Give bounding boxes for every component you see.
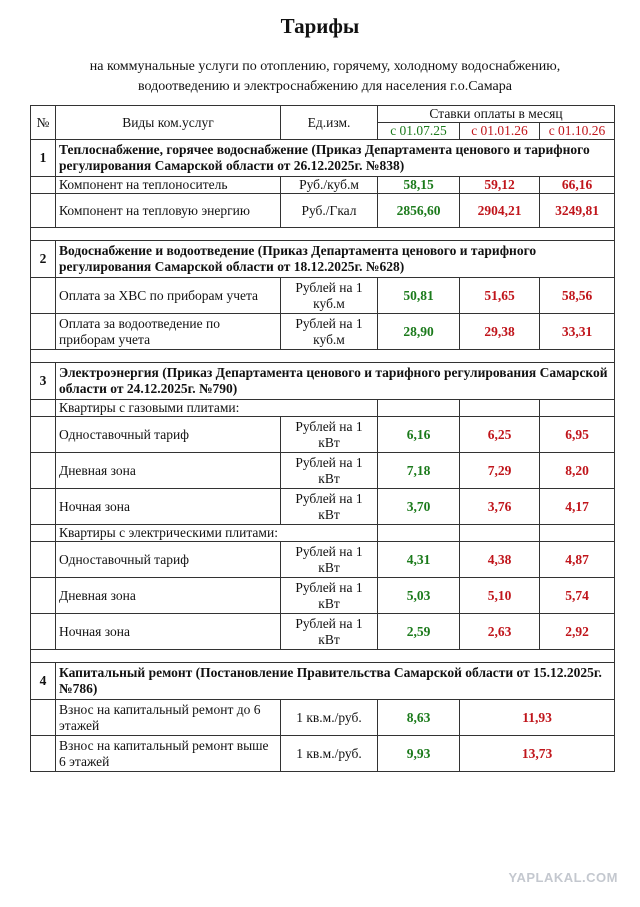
service-name: Одноставочный тариф: [56, 417, 281, 453]
subgroup-row: [31, 400, 615, 417]
section-num: 1: [31, 140, 56, 177]
section-title: Электроэнергия (Приказ Департамента ценового и тарифного регулирования Самарской области от 24.12.2025г. №790): [56, 363, 615, 400]
table-row: [31, 489, 615, 525]
rate-value-1: 8,63: [378, 700, 460, 736]
table-row: [31, 700, 615, 736]
section-row: [31, 241, 615, 278]
section-num: 4: [31, 663, 56, 700]
page-title: Тарифы: [280, 14, 360, 38]
subtitle-line: водоотведению и электроснабжению для населения г.о.Самара: [138, 79, 512, 94]
header-num: №: [31, 106, 56, 140]
table-header-row: [31, 106, 615, 123]
rate-value-3: 2,92: [540, 614, 615, 650]
rate-value-1: 4,31: [378, 542, 460, 578]
service-name: Оплата за водоотведение по приборам учета: [56, 314, 281, 350]
section-num: 3: [31, 363, 56, 400]
rate-value-1: 3,70: [378, 489, 460, 525]
subtitle-line: на коммунальные услуги по отоплению, горячему, холодному водоснабжению,: [89, 59, 561, 74]
section-title: Капитальный ремонт (Постановление Правительства Самарской области от 15.12.2025г. №786): [56, 663, 615, 700]
service-name: Дневная зона: [56, 578, 281, 614]
header-unit: Ед.изм.: [281, 106, 378, 140]
table-row: [31, 578, 615, 614]
service-unit: Руб./куб.м: [281, 177, 378, 194]
rate-value-2: 4,38: [460, 542, 540, 578]
service-unit: Рублей на 1 куб.м: [281, 314, 378, 350]
service-name: Ночная зона: [56, 489, 281, 525]
period-2: с 01.01.26: [460, 123, 540, 140]
rate-value-3: 3249,81: [540, 194, 615, 228]
service-name: Компонент на теплоноситель: [56, 177, 281, 194]
header-rates: Ставки оплаты в месяц: [378, 106, 615, 123]
table-row: [31, 453, 615, 489]
service-unit: Рублей на 1 кВт: [281, 578, 378, 614]
service-unit: Рублей на 1 кВт: [281, 542, 378, 578]
watermark: YAPLAKAL.COM: [508, 870, 618, 885]
rate-value-3: 66,16: [540, 177, 615, 194]
rate-value-2: 51,65: [460, 278, 540, 314]
rate-value-3: 4,17: [540, 489, 615, 525]
service-unit: Рублей на 1 кВт: [281, 614, 378, 650]
section-title: Теплоснабжение, горячее водоснабжение (Приказ Департамента ценового и тарифного регулирования Самарской области от 26.12.2025г. №838): [56, 140, 615, 177]
service-name: Дневная зона: [56, 453, 281, 489]
service-name: Взнос на капитальный ремонт выше 6 этажей: [56, 736, 281, 772]
period-3: с 01.10.26: [540, 123, 615, 140]
table-row: [31, 177, 615, 194]
service-name: Взнос на капитальный ремонт до 6 этажей: [56, 700, 281, 736]
service-unit: 1 кв.м./руб.: [281, 700, 378, 736]
service-name: Одноставочный тариф: [56, 542, 281, 578]
rate-value-1: 2856,60: [378, 194, 460, 228]
rate-value-1: 7,18: [378, 453, 460, 489]
table-row: [31, 417, 615, 453]
service-name: Ночная зона: [56, 614, 281, 650]
header-service: Виды ком.услуг: [56, 106, 281, 140]
page-subtitle: [40, 57, 610, 97]
rate-value-2: 5,10: [460, 578, 540, 614]
rate-value-1: 50,81: [378, 278, 460, 314]
rate-value-2: 3,76: [460, 489, 540, 525]
rate-value-2: 2,63: [460, 614, 540, 650]
service-unit: Рублей на 1 куб.м: [281, 278, 378, 314]
section-num: 2: [31, 241, 56, 278]
service-unit: Рублей на 1 кВт: [281, 417, 378, 453]
section-row: [31, 663, 615, 700]
rate-value-2: 59,12: [460, 177, 540, 194]
rate-value-3: 8,20: [540, 453, 615, 489]
rate-value-2: 2904,21: [460, 194, 540, 228]
period-1: с 01.07.25: [378, 123, 460, 140]
subgroup-label: Квартиры с электрическими плитами:: [56, 525, 378, 542]
section-row: [31, 140, 615, 177]
service-unit: Рублей на 1 кВт: [281, 489, 378, 525]
table-row: [31, 736, 615, 772]
table-row: [31, 194, 615, 228]
rate-value-3: 4,87: [540, 542, 615, 578]
service-name: Оплата за ХВС по приборам учета: [56, 278, 281, 314]
rate-value-1: 2,59: [378, 614, 460, 650]
spacer-row: [31, 650, 615, 663]
rate-value-merged: 11,93: [460, 700, 615, 736]
spacer-row: [31, 228, 615, 241]
rate-value-3: 6,95: [540, 417, 615, 453]
service-unit: 1 кв.м./руб.: [281, 736, 378, 772]
table-row: [31, 614, 615, 650]
spacer-row: [31, 350, 615, 363]
rate-value-1: 28,90: [378, 314, 460, 350]
rate-value-1: 58,15: [378, 177, 460, 194]
table-row: [31, 314, 615, 350]
rate-value-3: 58,56: [540, 278, 615, 314]
table-row: [31, 278, 615, 314]
rate-value-1: 6,16: [378, 417, 460, 453]
section-title: Водоснабжение и водоотведение (Приказ Департамента ценового и тарифного регулирования Самарской области от 18.12.2025г. №628): [56, 241, 615, 278]
service-unit: Рублей на 1 кВт: [281, 453, 378, 489]
table-row: [31, 542, 615, 578]
rate-value-1: 9,93: [378, 736, 460, 772]
subgroup-row: [31, 525, 615, 542]
rate-value-2: 6,25: [460, 417, 540, 453]
rate-value-2: 29,38: [460, 314, 540, 350]
rate-value-1: 5,03: [378, 578, 460, 614]
rate-value-3: 33,31: [540, 314, 615, 350]
rate-value-3: 5,74: [540, 578, 615, 614]
tariff-table: [30, 105, 615, 772]
rate-value-merged: 13,73: [460, 736, 615, 772]
rate-value-2: 7,29: [460, 453, 540, 489]
service-unit: Руб./Гкал: [281, 194, 378, 228]
section-row: [31, 363, 615, 400]
subgroup-label: Квартиры с газовыми плитами:: [56, 400, 378, 417]
service-name: Компонент на тепловую энергию: [56, 194, 281, 228]
